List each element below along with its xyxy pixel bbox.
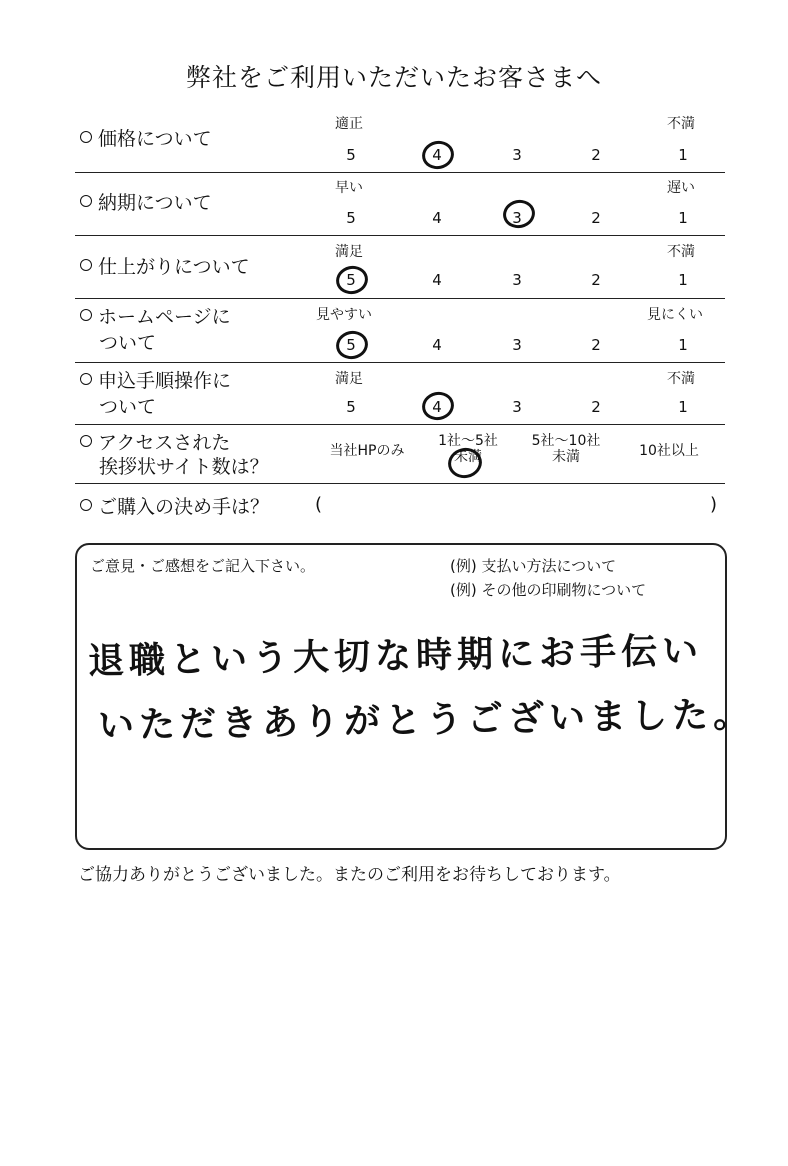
access-option-5-10[interactable]: 5社～10社 未満 bbox=[531, 433, 601, 465]
rating-option[interactable]: 2 bbox=[591, 336, 601, 354]
rating-option[interactable]: 2 bbox=[591, 398, 601, 416]
rating-option[interactable]: 1 bbox=[678, 398, 688, 416]
bullet-icon bbox=[80, 435, 92, 447]
comment-example-2: (例) その他の印刷物について bbox=[450, 581, 647, 599]
question-delivery-left-anchor: 早い bbox=[335, 180, 363, 196]
rating-option[interactable]: 3 bbox=[512, 146, 522, 164]
question-finish-left-anchor: 満足 bbox=[335, 244, 363, 260]
row-divider bbox=[75, 298, 725, 299]
rating-option[interactable]: 4 bbox=[432, 336, 442, 354]
question-price-label: 価格について bbox=[80, 126, 212, 152]
rating-option[interactable]: 2 bbox=[591, 271, 601, 289]
question-procedure-label-line2: ついて bbox=[99, 396, 157, 418]
rating-option[interactable]: 4 bbox=[432, 271, 442, 289]
bullet-icon bbox=[80, 195, 92, 207]
rating-option[interactable]: 1 bbox=[678, 209, 688, 227]
rating-option[interactable]: 5 bbox=[346, 336, 356, 354]
rating-option[interactable]: 4 bbox=[432, 398, 442, 416]
rating-option[interactable]: 5 bbox=[346, 271, 356, 289]
comment-heading: ご意見・ご感想をご記入下さい。 bbox=[90, 557, 316, 575]
rating-option[interactable]: 2 bbox=[591, 209, 601, 227]
selected-rating-circle bbox=[419, 138, 456, 172]
selected-rating-circle bbox=[419, 389, 456, 423]
deciding-close-paren: ) bbox=[710, 494, 718, 515]
rating-option[interactable]: 5 bbox=[346, 146, 356, 164]
question-procedure-right-anchor: 不満 bbox=[667, 371, 695, 387]
rating-option[interactable]: 3 bbox=[512, 336, 522, 354]
question-access-label: アクセスされた bbox=[80, 430, 230, 456]
question-price-left-anchor: 適正 bbox=[335, 116, 363, 132]
footer-thanks: ご協力ありがとうございました。またのご利用をお待ちしております。 bbox=[78, 865, 621, 885]
selected-rating-circle bbox=[333, 328, 370, 362]
rating-option[interactable]: 4 bbox=[432, 209, 442, 227]
rating-option[interactable]: 1 bbox=[678, 146, 688, 164]
deciding-open-paren: ( bbox=[315, 494, 323, 515]
question-finish-label: 仕上がりについて bbox=[80, 254, 250, 280]
question-procedure-left-anchor: 満足 bbox=[335, 371, 363, 387]
question-access-label-line2: 挨拶状サイト数は？ bbox=[99, 456, 269, 478]
question-deciding-label: ご購入の決め手は？ bbox=[80, 494, 269, 520]
question-finish-right-anchor: 不満 bbox=[667, 244, 695, 260]
comment-example-1: (例) 支払い方法について bbox=[450, 557, 617, 575]
question-price-right-anchor: 不満 bbox=[667, 116, 695, 132]
access-option-hp-only[interactable]: 当社HPのみ bbox=[329, 443, 405, 459]
row-divider bbox=[75, 362, 725, 363]
question-delivery-label: 納期について bbox=[80, 190, 212, 216]
question-homepage-label-line2: ついて bbox=[99, 332, 157, 354]
access-option-10-plus[interactable]: 10社以上 bbox=[639, 443, 699, 459]
row-divider bbox=[75, 424, 725, 425]
rating-option[interactable]: 5 bbox=[346, 398, 356, 416]
row-divider bbox=[75, 172, 725, 173]
rating-option[interactable]: 3 bbox=[512, 209, 522, 227]
deciding-answer-field[interactable] bbox=[330, 494, 700, 520]
rating-option[interactable]: 1 bbox=[678, 336, 688, 354]
question-homepage-label: ホームページに bbox=[80, 304, 231, 330]
handwritten-comment-line2: いただきありがとうございました。 bbox=[97, 693, 755, 747]
rating-option[interactable]: 5 bbox=[346, 209, 356, 227]
page-title: 弊社をご利用いただいたお客さまへ bbox=[185, 63, 602, 92]
bullet-icon bbox=[80, 309, 92, 321]
bullet-icon bbox=[80, 499, 92, 511]
bullet-icon bbox=[80, 131, 92, 143]
selected-rating-circle bbox=[500, 197, 537, 231]
row-divider bbox=[75, 483, 725, 484]
handwritten-comment-line1: 退職という大切な時期にお手伝い bbox=[87, 629, 704, 683]
bullet-icon bbox=[80, 373, 92, 385]
rating-option[interactable]: 2 bbox=[591, 146, 601, 164]
row-divider bbox=[75, 235, 725, 236]
question-procedure-label: 申込手順操作に bbox=[80, 368, 231, 394]
question-homepage-right-anchor: 見にくい bbox=[647, 307, 703, 323]
selected-rating-circle bbox=[333, 263, 370, 297]
rating-option[interactable]: 3 bbox=[512, 398, 522, 416]
access-option-1-5[interactable]: 1社～5社 未満 bbox=[438, 433, 498, 465]
rating-option[interactable]: 1 bbox=[678, 271, 688, 289]
question-delivery-right-anchor: 遅い bbox=[667, 180, 695, 196]
rating-option[interactable]: 3 bbox=[512, 271, 522, 289]
question-homepage-left-anchor: 見やすい bbox=[316, 307, 372, 323]
bullet-icon bbox=[80, 259, 92, 271]
rating-option[interactable]: 4 bbox=[432, 146, 442, 164]
